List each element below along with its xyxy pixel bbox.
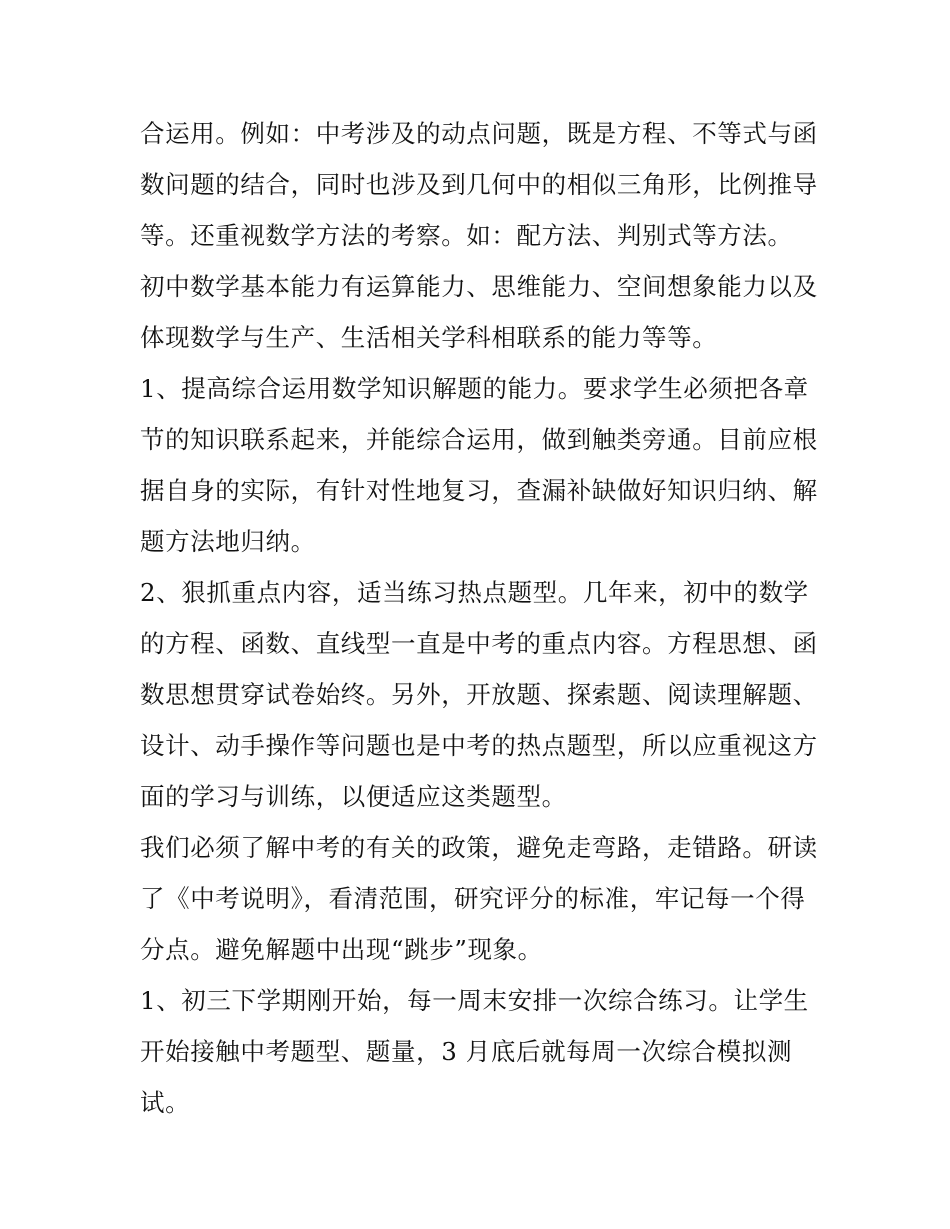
- text-line: 开始接触中考题型、题量，3 月底后就每周一次综合模拟测: [140, 1037, 793, 1066]
- text-line: 分点。避免解题中出现“跳步”现象。: [140, 935, 543, 964]
- text-line: 体现数学与生产、生活相关学科相联系的能力等等。: [140, 323, 718, 352]
- text-line: 1、初三下学期刚开始，每一周末安排一次综合练习。让学生: [140, 986, 809, 1015]
- text-line: 设计、动手操作等问题也是中考的热点题型，所以应重视这方: [140, 731, 818, 760]
- text-line: 等。还重视数学方法的考察。如：配方法、判别式等方法。: [140, 221, 793, 250]
- text-line: 题方法地归纳。: [140, 527, 316, 556]
- text-line: 据自身的实际，有针对性地复习，查漏补缺做好知识归纳、解: [140, 476, 818, 505]
- text-line: 数思想贯穿试卷始终。另外，开放题、探索题、阅读理解题、: [140, 680, 818, 709]
- text-line: 节的知识联系起来，并能综合运用，做到触类旁通。目前应根: [140, 425, 818, 454]
- text-line: 我们必须了解中考的有关的政策，避免走弯路，走错路。研读: [140, 833, 818, 862]
- text-line: 2、狠抓重点内容，适当练习热点题型。几年来，初中的数学: [140, 578, 809, 607]
- text-line: 的方程、函数、直线型一直是中考的重点内容。方程思想、函: [140, 629, 818, 658]
- text-line: 试。: [140, 1088, 191, 1117]
- text-line: 初中数学基本能力有运算能力、思维能力、空间想象能力以及: [140, 272, 818, 301]
- text-line: 数问题的结合，同时也涉及到几何中的相似三角形，比例推导: [140, 170, 818, 199]
- text-line: 1、提高综合运用数学知识解题的能力。要求学生必须把各章: [140, 374, 809, 403]
- text-line: 面的学习与训练，以便适应这类题型。: [140, 782, 567, 811]
- document-body: [140, 108, 820, 1128]
- text-line: 了《中考说明》，看清范围，研究评分的标准，牢记每一个得: [140, 884, 806, 913]
- text-line: 合运用。例如：中考涉及的动点问题，既是方程、不等式与函: [140, 119, 818, 148]
